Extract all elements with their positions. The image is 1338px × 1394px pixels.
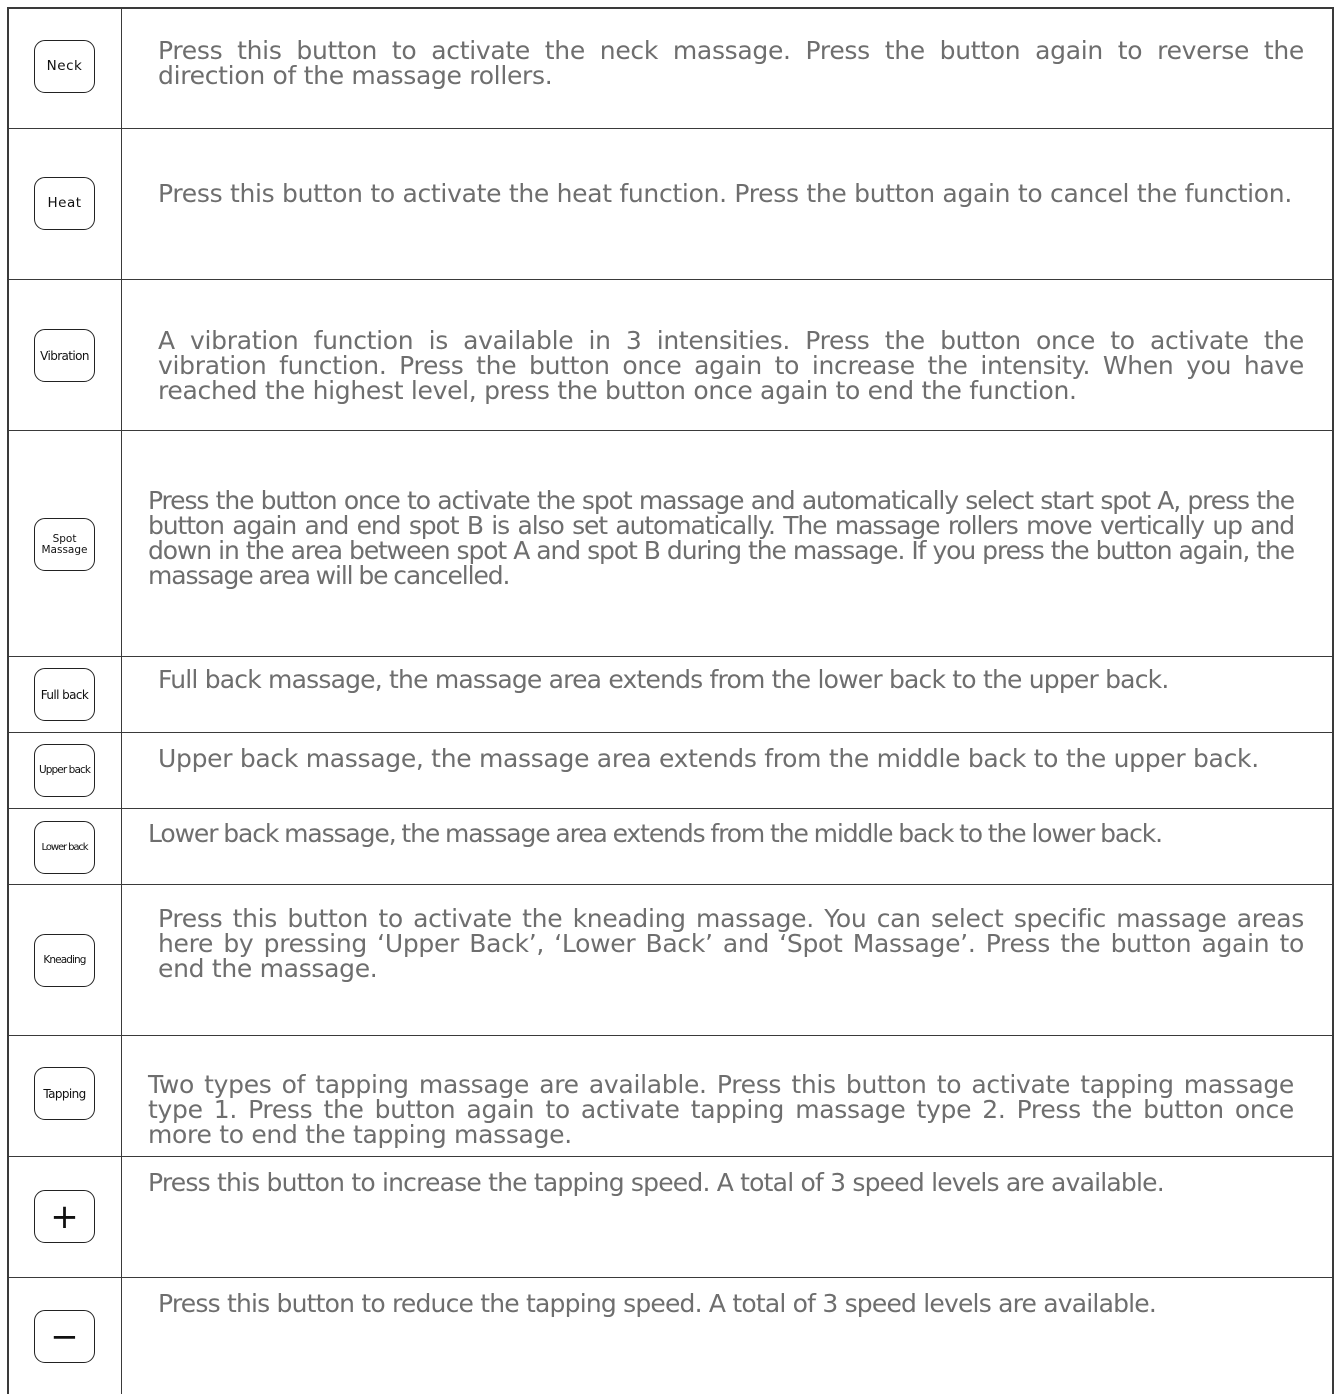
tapping-button bbox=[34, 1067, 95, 1120]
heat-button bbox=[34, 177, 95, 230]
table-row-neck bbox=[9, 9, 1332, 129]
spot-massage-button-label-line1: Spot bbox=[52, 533, 77, 545]
vibration-button bbox=[34, 329, 95, 382]
neck-description: Press this button to activate the neck massage. Press the button again to reverse the direction of the massage rollers. bbox=[158, 36, 1304, 90]
upper-back-description: Upper back massage, the massage area extends from the middle back to the upper back. bbox=[158, 744, 1259, 773]
spot-massage-button bbox=[34, 518, 95, 571]
column-divider bbox=[121, 657, 122, 732]
column-divider bbox=[121, 885, 122, 1035]
column-divider bbox=[121, 809, 122, 884]
table-row-heat bbox=[9, 129, 1332, 280]
table-row-kneading bbox=[9, 885, 1332, 1036]
upper-back-button-label: Upper back bbox=[38, 764, 91, 777]
table-row-vibration bbox=[9, 280, 1332, 431]
full-back-description: Full back massage, the massage area extends from the lower back to the upper back. bbox=[158, 665, 1169, 694]
table-row-plus bbox=[9, 1157, 1332, 1278]
tapping-button-label: Tapping bbox=[43, 1086, 86, 1101]
kneading-button-label: Kneading bbox=[43, 954, 86, 967]
spot-massage-button-label-line2: Massage bbox=[41, 543, 88, 556]
column-divider bbox=[121, 9, 122, 128]
column-divider bbox=[121, 733, 122, 808]
kneading-button bbox=[34, 934, 95, 987]
neck-button-label: Neck bbox=[46, 57, 83, 74]
table-row-lower-back bbox=[9, 809, 1332, 885]
heat-description: Press this button to activate the heat function. Press the button again to cancel the function. bbox=[158, 179, 1292, 208]
spot-massage-description: Press the button once to activate the spot massage and automatically select start spot A, press the button again and end spot B is also set automatically. The massage rollers move vertically up and down in the area between spot A and spot B during the massage. If you press the button again, the massage area will be cancelled. bbox=[148, 486, 1294, 590]
table-row-upper-back bbox=[9, 733, 1332, 809]
column-divider bbox=[121, 1036, 122, 1156]
plus-button bbox=[34, 1190, 95, 1243]
kneading-description: Press this button to activate the kneading massage. You can select specific massage areas here by pressing ‘Upper Back’, ‘Lower Back’ and ‘Spot Massage’. Press the button again to end the massage. bbox=[158, 904, 1304, 983]
vibration-button-label: Vibration bbox=[40, 348, 89, 363]
full-back-button-label: Full back bbox=[40, 687, 89, 702]
column-divider bbox=[121, 431, 122, 656]
vibration-description: A vibration function is available in 3 intensities. Press the button once to activate the vibration function. Press the button once again to increase the intensity. When you have reached the highest level, press the button once again to end the function. bbox=[158, 326, 1304, 405]
minus-description: Press this button to reduce the tapping speed. A total of 3 speed levels are available. bbox=[158, 1289, 1157, 1318]
table-row-full-back bbox=[9, 657, 1332, 733]
column-divider bbox=[121, 129, 122, 279]
heat-button-label: Heat bbox=[47, 194, 82, 211]
button-description-table bbox=[7, 7, 1334, 1394]
column-divider bbox=[121, 280, 122, 430]
column-divider bbox=[121, 1278, 122, 1394]
lower-back-button bbox=[34, 821, 95, 874]
plus-description: Press this button to increase the tapping speed. A total of 3 speed levels are available. bbox=[148, 1168, 1164, 1197]
lower-back-description: Lower back massage, the massage area extends from the middle back to the lower back. bbox=[148, 819, 1162, 848]
table-row-spot-massage bbox=[9, 431, 1332, 657]
table-row-minus bbox=[9, 1278, 1332, 1394]
tapping-description: Two types of tapping massage are available. Press this button to activate tapping massage type 1. Press the button again to activate tapping massage type 2. Press the button once more to end the tapping massage. bbox=[148, 1070, 1294, 1149]
column-divider bbox=[121, 1157, 122, 1277]
minus-icon: − bbox=[50, 1316, 79, 1357]
full-back-button bbox=[34, 668, 95, 721]
table-row-tapping bbox=[9, 1036, 1332, 1157]
neck-button bbox=[34, 40, 95, 93]
upper-back-button bbox=[34, 744, 95, 797]
lower-back-button-label: Lower back bbox=[41, 841, 88, 853]
minus-button bbox=[34, 1310, 95, 1363]
plus-icon: + bbox=[50, 1196, 79, 1237]
